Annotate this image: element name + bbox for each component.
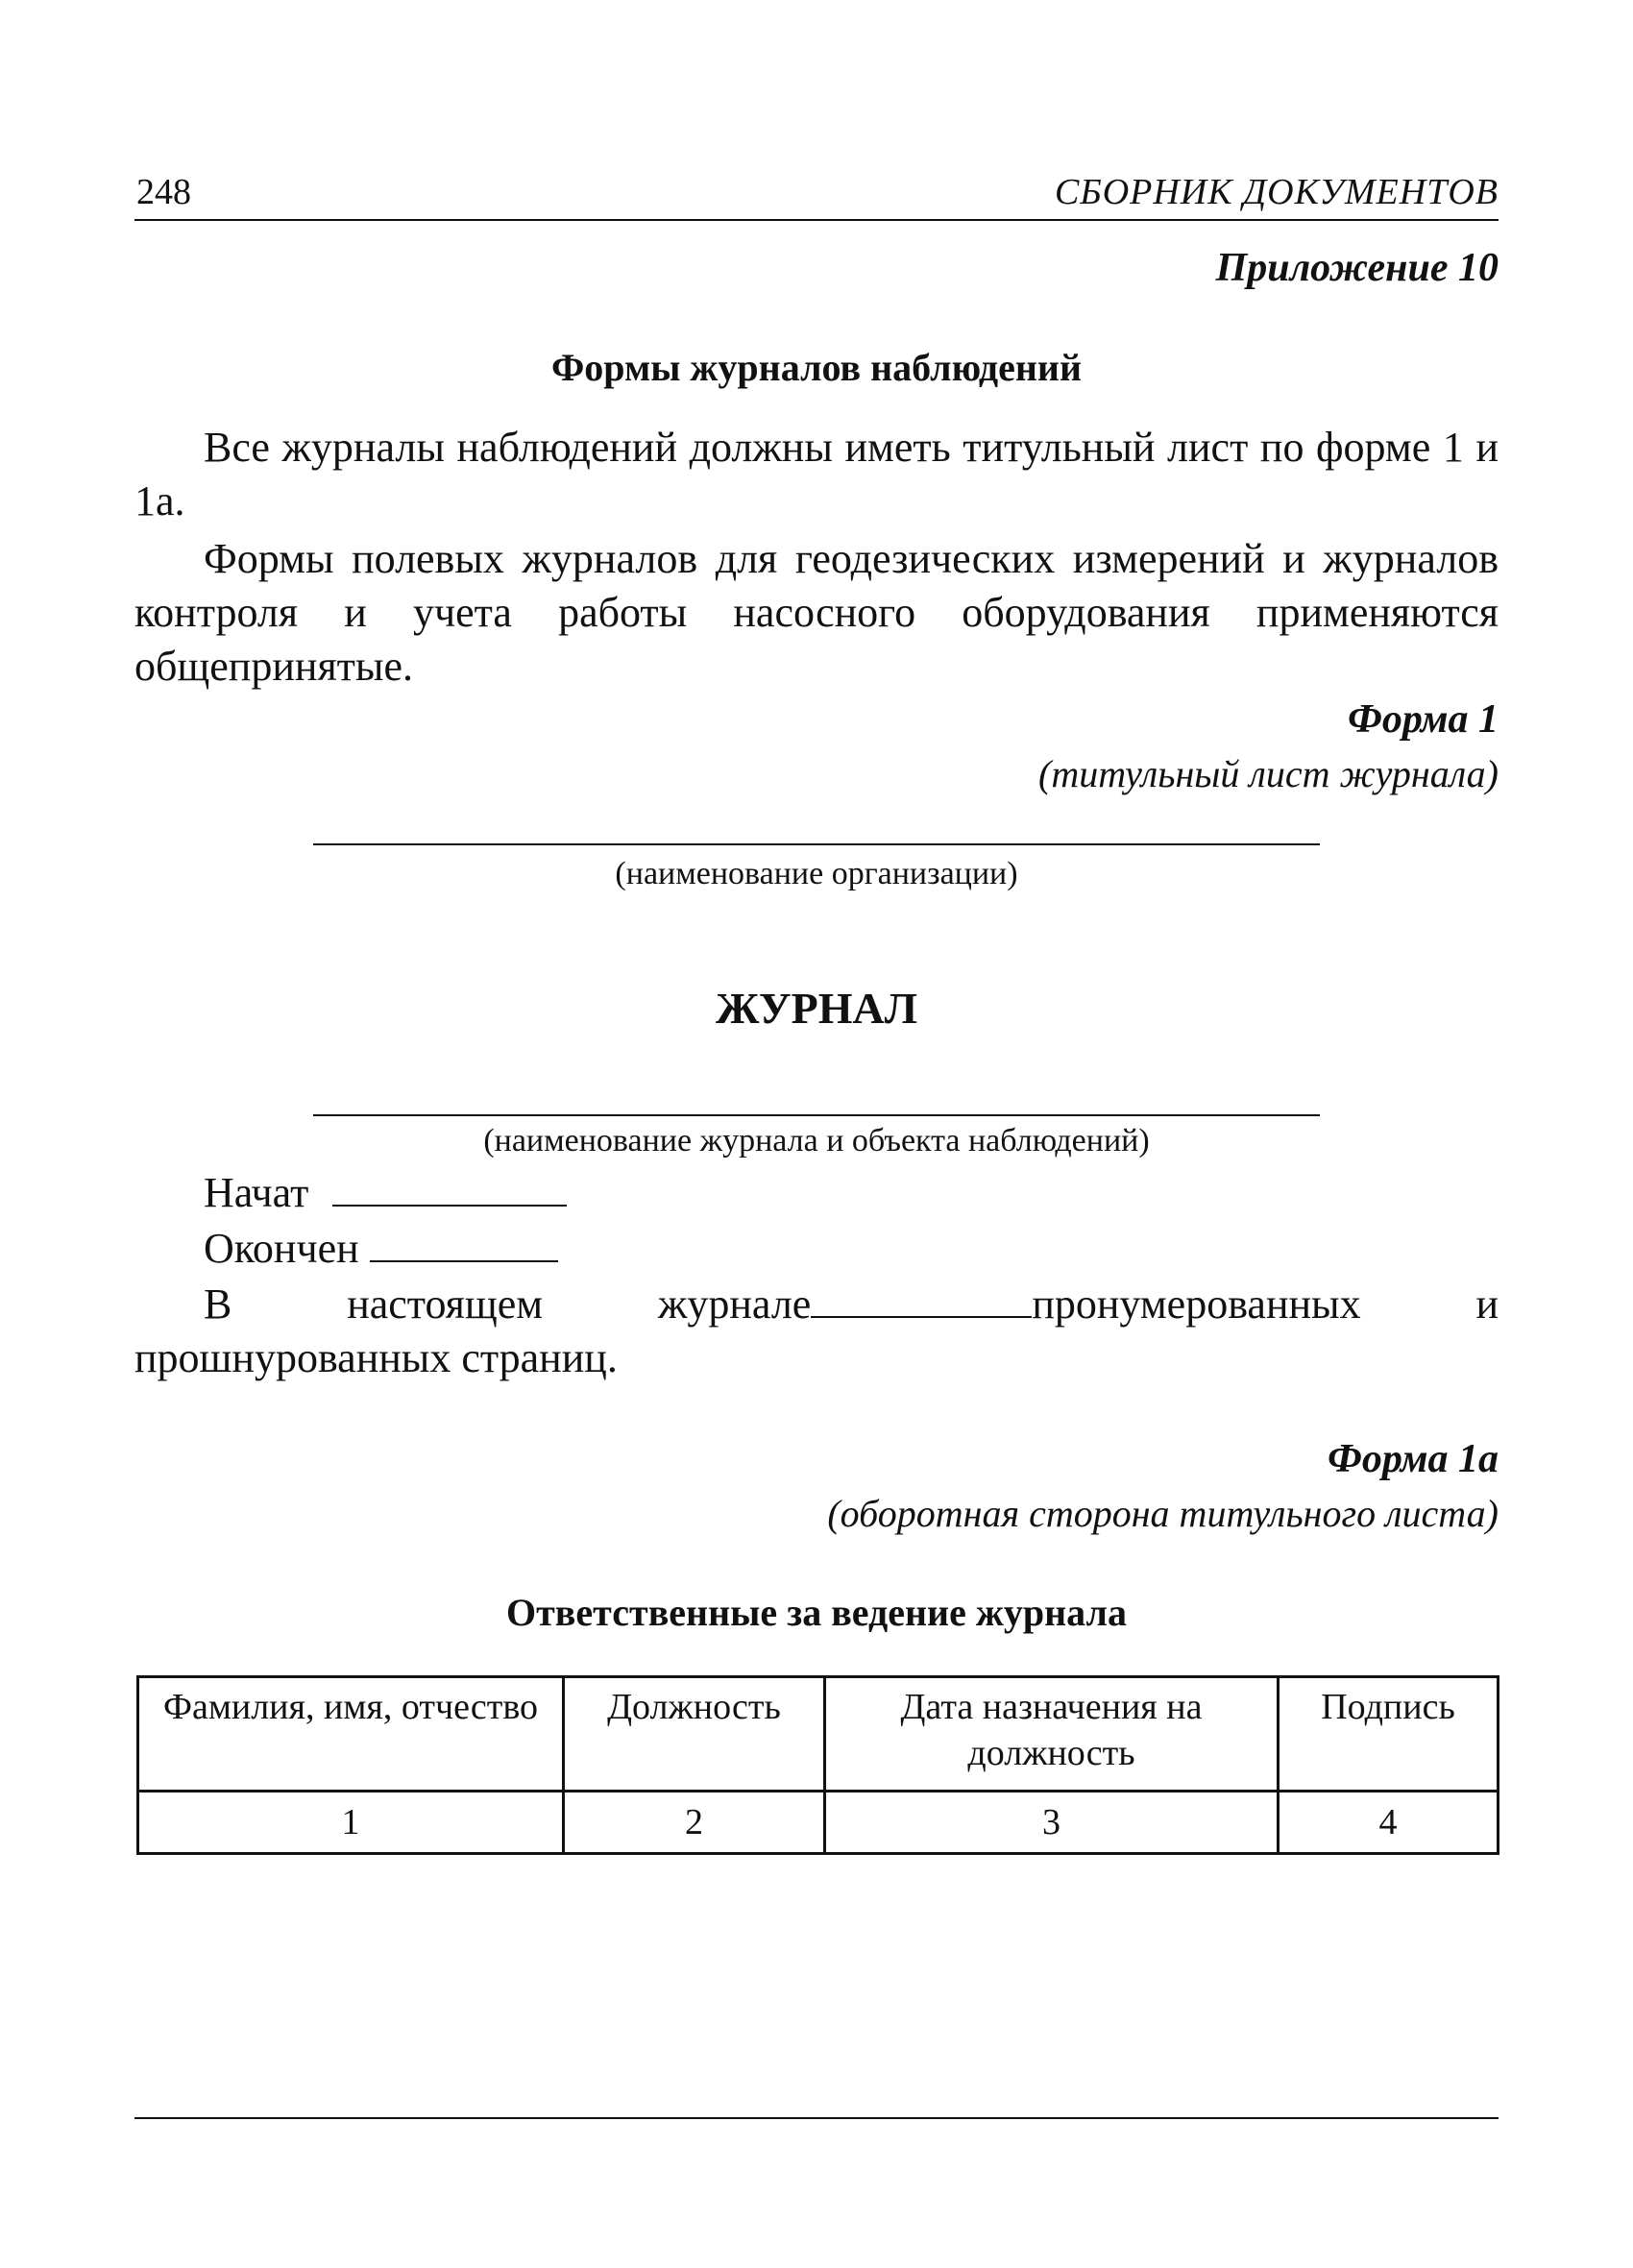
form1-label: Форма 1 xyxy=(1348,697,1499,742)
pages-text-after: пронумерованных и прошнурованных страниц. xyxy=(134,1280,1499,1381)
responsible-table-title: Ответственные за ведение журнала xyxy=(506,1591,1127,1634)
header-appointment-date: Дата назначения на должность xyxy=(825,1677,1279,1792)
header-signature: Подпись xyxy=(1279,1677,1499,1792)
collection-name: СБОРНИК ДОКУМЕНТОВ xyxy=(1054,172,1499,212)
table-row xyxy=(138,1792,1499,1854)
form1a-note: (оборотная сторона титульного листа) xyxy=(827,1492,1499,1535)
journal-name-caption: (наименование журнала и объекта наблюдений) xyxy=(483,1123,1150,1158)
footer-rule xyxy=(134,2117,1499,2119)
table-cell: 3 xyxy=(825,1792,1279,1854)
form1-note: (титульный лист журнала) xyxy=(1038,752,1499,795)
table-cell: 2 xyxy=(564,1792,825,1854)
document-page xyxy=(134,0,1499,2268)
finished-field xyxy=(204,1222,558,1275)
appendix-label: Приложение 10 xyxy=(1215,246,1499,290)
pages-count-blank xyxy=(811,1278,1032,1318)
table-header-row xyxy=(138,1677,1499,1792)
header-position: Должность xyxy=(564,1677,825,1792)
organization-caption: (наименование организации) xyxy=(615,856,1018,891)
started-blank xyxy=(332,1166,567,1207)
page-number: 248 xyxy=(136,172,191,212)
running-header xyxy=(134,169,1499,221)
finished-label: Окончен xyxy=(204,1225,359,1272)
finished-blank xyxy=(370,1222,558,1262)
form1a-label: Форма 1а xyxy=(1328,1437,1499,1481)
pages-text-before: В настоящем журнале xyxy=(204,1280,812,1328)
header-full-name: Фамилия, имя, отчество xyxy=(138,1677,564,1792)
pages-count-paragraph xyxy=(134,1278,1499,1385)
section-title: Формы журналов наблюдений xyxy=(550,346,1083,389)
table-cell: 4 xyxy=(1279,1792,1499,1854)
journal-name-fill-line xyxy=(313,1114,1320,1116)
journal-heading: ЖУРНАЛ xyxy=(716,984,917,1033)
table-cell: 1 xyxy=(138,1792,564,1854)
started-field xyxy=(204,1166,567,1219)
forms-paragraph: Формы полевых журналов для геодезических измерений и журналов контроля и учета работы насосного оборудования применяются общепринятые. xyxy=(134,535,1499,690)
responsible-table xyxy=(136,1675,1499,1855)
intro-paragraph: Все журналы наблюдений должны иметь титульный лист по форме 1 и 1а. xyxy=(134,424,1499,524)
organization-fill-line xyxy=(313,843,1320,845)
started-label: Начат xyxy=(204,1169,309,1216)
